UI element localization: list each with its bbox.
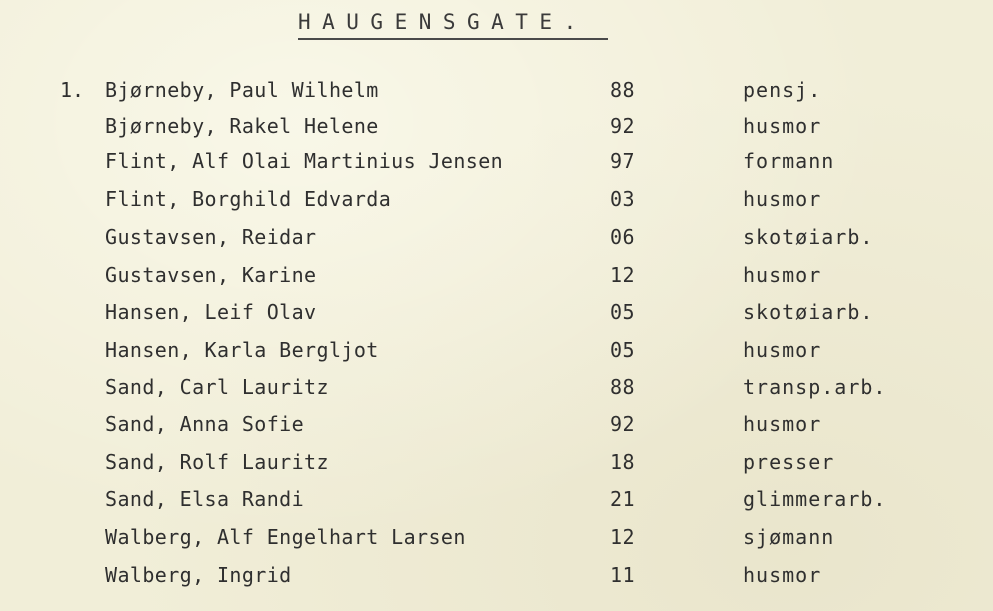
resident-name: Hansen, Karla Bergljot: [105, 338, 379, 362]
occupation: skotøiarb.: [743, 300, 874, 324]
birth-year: 06: [610, 225, 636, 249]
resident-name: Sand, Rolf Lauritz: [105, 450, 329, 474]
occupation: transp.arb.: [743, 375, 887, 399]
resident-row: [0, 146, 993, 176]
occupation: sjømann: [743, 525, 835, 549]
birth-year: 12: [610, 263, 636, 287]
occupation: husmor: [743, 338, 822, 362]
resident-name: Flint, Borghild Edvarda: [105, 187, 392, 211]
birth-year: 97: [610, 149, 636, 173]
resident-row: [0, 522, 993, 552]
resident-row: [0, 335, 993, 365]
resident-name: Bjørneby, Rakel Helene: [105, 114, 379, 138]
birth-year: 05: [610, 338, 636, 362]
resident-name: Hansen, Leif Olav: [105, 300, 317, 324]
birth-year: 92: [610, 412, 636, 436]
birth-year: 21: [610, 487, 636, 511]
entry-number: 1.: [60, 78, 85, 102]
resident-name: Gustavsen, Reidar: [105, 225, 317, 249]
occupation: glimmerarb.: [743, 487, 887, 511]
resident-row: [0, 75, 993, 105]
birth-year: 11: [610, 563, 636, 587]
resident-row: [0, 409, 993, 439]
resident-row: [0, 560, 993, 590]
resident-row: [0, 484, 993, 514]
resident-row: [0, 372, 993, 402]
birth-year: 03: [610, 187, 636, 211]
resident-row: [0, 111, 993, 141]
resident-row: [0, 447, 993, 477]
occupation: pensj.: [743, 78, 822, 102]
occupation: husmor: [743, 187, 822, 211]
resident-row: [0, 260, 993, 290]
resident-name: Sand, Elsa Randi: [105, 487, 305, 511]
resident-row: [0, 184, 993, 214]
birth-year: 05: [610, 300, 636, 324]
occupation: husmor: [743, 263, 822, 287]
resident-name: Walberg, Alf Engelhart Larsen: [105, 525, 466, 549]
occupation: husmor: [743, 412, 822, 436]
resident-row: [0, 297, 993, 327]
resident-row: [0, 222, 993, 252]
street-title: HAUGENSGATE.: [298, 10, 588, 34]
occupation: husmor: [743, 563, 822, 587]
resident-name: Gustavsen, Karine: [105, 263, 317, 287]
occupation: presser: [743, 450, 835, 474]
resident-name: Sand, Carl Lauritz: [105, 375, 329, 399]
birth-year: 12: [610, 525, 636, 549]
birth-year: 18: [610, 450, 636, 474]
occupation: husmor: [743, 114, 822, 138]
resident-name: Flint, Alf Olai Martinius Jensen: [105, 149, 504, 173]
occupation: skotøiarb.: [743, 225, 874, 249]
birth-year: 88: [610, 375, 636, 399]
resident-name: Walberg, Ingrid: [105, 563, 292, 587]
birth-year: 92: [610, 114, 636, 138]
resident-name: Sand, Anna Sofie: [105, 412, 305, 436]
occupation: formann: [743, 149, 835, 173]
resident-name: Bjørneby, Paul Wilhelm: [105, 78, 379, 102]
birth-year: 88: [610, 78, 636, 102]
